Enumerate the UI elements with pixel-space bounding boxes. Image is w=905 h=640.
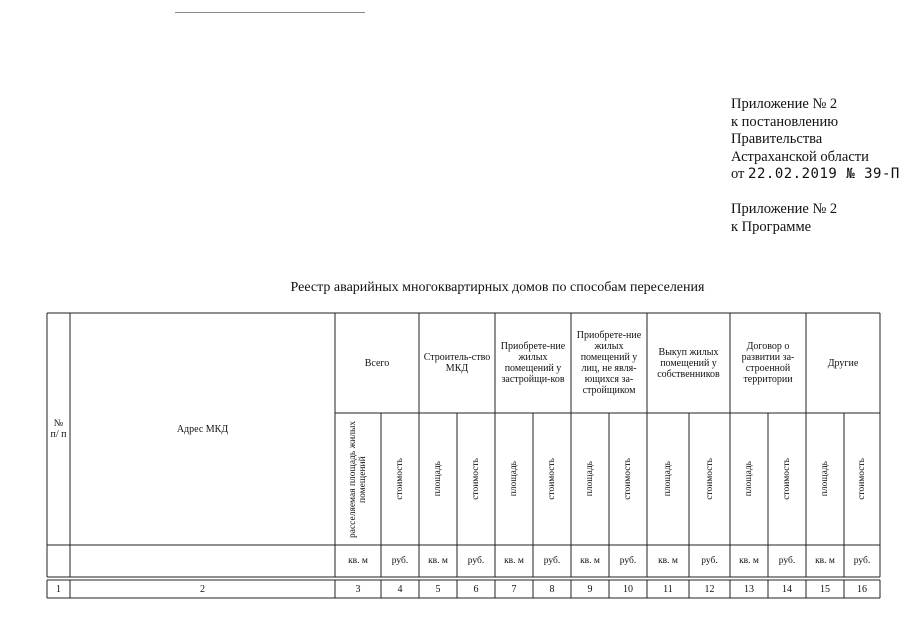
- column-number-7-text: 7: [511, 583, 517, 595]
- group-header-3-text: Приобрете-ние жилых помещений у застройщи-ков: [500, 341, 566, 385]
- column-number-1: [47, 580, 70, 598]
- column-number-14-text: 14: [782, 583, 792, 595]
- appendix-decree-line2: к постановлению: [731, 113, 839, 130]
- column-number-8: [533, 580, 571, 598]
- subheader-14: [844, 413, 880, 545]
- subheader-1-text: расселяемая площадь жилых помещений: [348, 420, 368, 538]
- unit-8-text: руб.: [619, 555, 637, 566]
- appendix-program-line1: Приложение № 2: [731, 201, 838, 217]
- subheader-10-text: стоимость: [704, 458, 715, 500]
- group-header-7: [806, 313, 880, 413]
- subheader-9: [647, 413, 689, 545]
- unit-14-text: руб.: [853, 555, 871, 566]
- col-address-header: [70, 313, 335, 545]
- subheader-6: [533, 413, 571, 545]
- subheader-12-text: стоимость: [782, 458, 792, 500]
- unit-11: [730, 545, 768, 577]
- subheader-3: [419, 413, 457, 545]
- group-header-1-text: Всего: [364, 357, 390, 369]
- date-prefix: от: [731, 166, 745, 182]
- group-header-2: [419, 313, 495, 413]
- unit-1: [335, 545, 381, 577]
- subheader-2-text: стоимость: [395, 458, 405, 500]
- unit-2: [381, 545, 419, 577]
- column-number-13: [730, 580, 768, 598]
- group-header-4: [571, 313, 647, 413]
- subheader-14-text: стоимость: [857, 458, 867, 500]
- group-header-6-text: Договор о развитии за-строенной территории: [741, 341, 795, 385]
- group-header-4-text: Приобрете-ние жилых помещений у лиц, не явля-ющихся за-стройщиком: [576, 330, 642, 396]
- group-header-3: [495, 313, 571, 413]
- date-stamp: 22.02.2019 № 39-П: [748, 166, 900, 182]
- column-number-16-text: 16: [857, 583, 867, 595]
- subheader-8-text: стоимость: [623, 458, 633, 500]
- unit-12: [768, 545, 806, 577]
- unit-8: [609, 545, 647, 577]
- subheader-13-text: площадь: [820, 461, 830, 497]
- group-header-2-text: Строитель-ство МКД: [423, 352, 491, 374]
- appendix-decree-line4: Астраханской области: [731, 148, 869, 165]
- document-title: Реестр аварийных многоквартирных домов по способам переселения: [290, 280, 705, 295]
- column-number-10-text: 10: [623, 583, 633, 595]
- column-number-7: [495, 580, 533, 598]
- subheader-1: [335, 413, 381, 545]
- subheader-4-text: стоимость: [471, 458, 481, 500]
- appendix-program-line2: к Программе: [731, 218, 812, 235]
- appendix-decree-line1: Приложение № 2: [731, 96, 838, 112]
- column-number-2: [70, 580, 335, 598]
- column-number-12: [689, 580, 730, 598]
- unit-6: [533, 545, 571, 577]
- unit-9: [647, 545, 689, 577]
- col-num-header: [47, 313, 70, 545]
- column-number-6-text: 6: [473, 583, 479, 595]
- column-number-11: [647, 580, 689, 598]
- subheader-10: [689, 413, 730, 545]
- column-number-5-text: 5: [435, 583, 441, 595]
- unit-10: [689, 545, 730, 577]
- group-header-7-text: Другие: [827, 357, 859, 369]
- unit-10-text: руб.: [701, 555, 718, 566]
- unit-6-text: руб.: [543, 555, 561, 566]
- subheader-6-text: стоимость: [547, 458, 557, 500]
- unit-14: [844, 545, 880, 577]
- column-number-15: [806, 580, 844, 598]
- group-header-5: [647, 313, 730, 413]
- column-number-3-text: 3: [355, 583, 361, 595]
- subheader-5: [495, 413, 533, 545]
- unit-4: [457, 545, 495, 577]
- unit-11-text: кв. м: [739, 555, 759, 566]
- group-header-5-text: Выкуп жилых помещений у собственников: [657, 346, 720, 380]
- subheader-5-text: площадь: [509, 461, 519, 497]
- subheader-9-text: площадь: [663, 461, 673, 497]
- col-num-header-text: № п/ п: [50, 418, 67, 440]
- column-number-10: [609, 580, 647, 598]
- column-number-9-text: 9: [587, 583, 593, 595]
- unit-12-text: руб.: [778, 555, 796, 566]
- unit-3-text: кв. м: [428, 555, 448, 566]
- unit-13: [806, 545, 844, 577]
- subheader-11: [730, 413, 768, 545]
- column-number-1-text: 1: [56, 583, 61, 595]
- subheader-8: [609, 413, 647, 545]
- col-address-header-text: Адрес МКД: [176, 423, 229, 435]
- unit-4-text: руб.: [467, 555, 485, 566]
- subheader-11-text: площадь: [744, 461, 754, 497]
- column-number-2-text: 2: [200, 583, 205, 595]
- column-number-8-text: 8: [549, 583, 555, 595]
- column-number-16: [844, 580, 880, 598]
- unit-13-text: кв. м: [815, 555, 835, 566]
- unit-7-text: кв. м: [580, 555, 600, 566]
- column-number-9: [571, 580, 609, 598]
- subheader-13: [806, 413, 844, 545]
- unit-5: [495, 545, 533, 577]
- unit-9-text: кв. м: [658, 555, 678, 566]
- column-number-4-text: 4: [397, 583, 403, 595]
- group-header-1: [335, 313, 419, 413]
- subheader-7: [571, 413, 609, 545]
- column-number-15-text: 15: [820, 583, 830, 595]
- appendix-decree-line3: Правительства: [731, 131, 823, 147]
- unit-1-text: кв. м: [348, 555, 368, 566]
- column-number-6: [457, 580, 495, 598]
- subheader-7-text: площадь: [585, 461, 595, 497]
- column-number-11-text: 11: [663, 583, 673, 595]
- unit-2-text: руб.: [391, 555, 409, 566]
- subheader-4: [457, 413, 495, 545]
- subheader-12: [768, 413, 806, 545]
- column-number-3: [335, 580, 381, 598]
- column-number-13-text: 13: [744, 583, 754, 595]
- group-header-6: [730, 313, 806, 413]
- column-number-5: [419, 580, 457, 598]
- column-number-4: [381, 580, 419, 598]
- unit-3: [419, 545, 457, 577]
- subheader-2: [381, 413, 419, 545]
- column-number-12-text: 12: [704, 583, 715, 595]
- unit-7: [571, 545, 609, 577]
- unit-5-text: кв. м: [504, 555, 524, 566]
- subheader-3-text: площадь: [433, 461, 443, 497]
- column-number-14: [768, 580, 806, 598]
